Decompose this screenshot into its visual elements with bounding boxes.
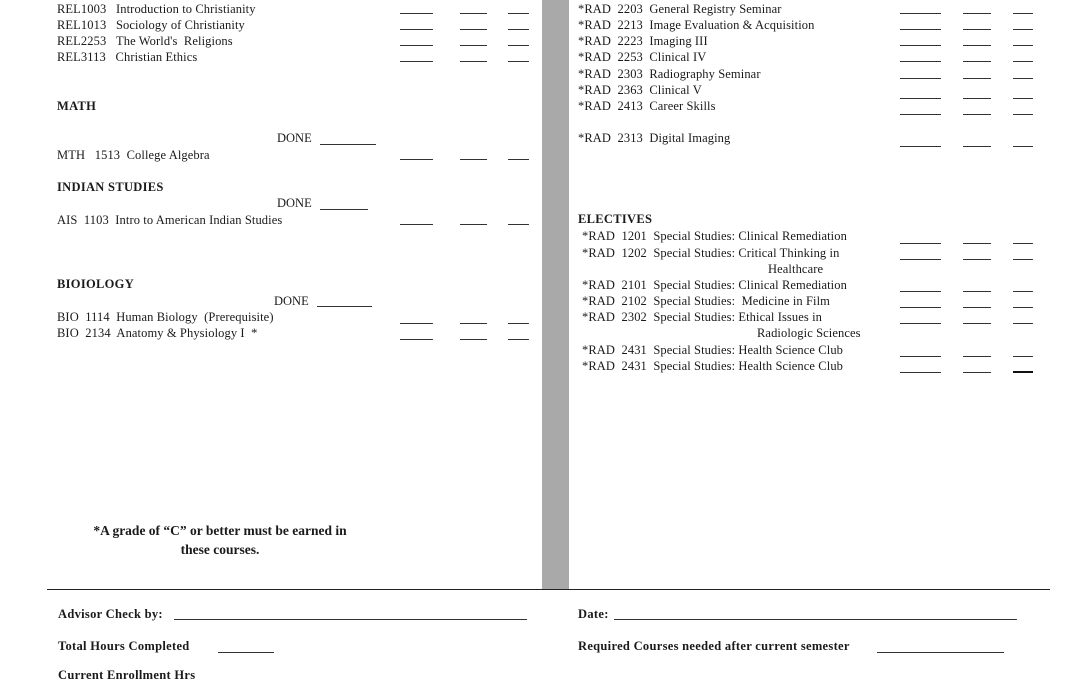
hours-blank[interactable] xyxy=(508,159,529,160)
grade-blank[interactable] xyxy=(900,259,941,260)
hours-blank[interactable] xyxy=(508,13,529,14)
course-title: The World's Religions xyxy=(116,34,233,48)
math-done-label: DONE xyxy=(277,131,312,145)
elective-rad2431-b: *RAD 2431 Special Studies: Health Science Club xyxy=(582,359,844,373)
course-rel3113 xyxy=(57,50,197,65)
semester-blank[interactable] xyxy=(963,259,991,260)
semester-blank[interactable] xyxy=(963,323,991,324)
grade-blank[interactable] xyxy=(900,13,941,14)
elective-rad1202-line2: Healthcare xyxy=(768,262,824,276)
course-code: REL1003 xyxy=(57,2,107,16)
course-rad2253: *RAD 2253 Clinical IV xyxy=(578,50,707,64)
hours-blank[interactable] xyxy=(1013,356,1033,357)
required-courses-field[interactable] xyxy=(877,652,1004,653)
grade-blank[interactable] xyxy=(900,372,941,373)
elective-rad2101: *RAD 2101 Special Studies: Clinical Remediation xyxy=(582,278,847,292)
semester-blank[interactable] xyxy=(460,339,487,340)
hours-blank[interactable] xyxy=(1013,61,1033,62)
grade-blank[interactable] xyxy=(900,61,941,62)
electives-heading: ELECTIVES xyxy=(578,212,653,226)
date-label: Date: xyxy=(578,607,609,621)
hours-blank[interactable] xyxy=(508,45,529,46)
course-bio2134: BIO 2134 Anatomy & Physiology I * xyxy=(57,326,258,340)
semester-blank[interactable] xyxy=(963,114,991,115)
indian-studies-done-blank[interactable] xyxy=(320,209,368,210)
total-hours-label: Total Hours Completed xyxy=(58,639,190,653)
column-divider xyxy=(542,0,569,590)
elective-rad1201: *RAD 1201 Special Studies: Clinical Remediation xyxy=(582,229,847,243)
grade-blank[interactable] xyxy=(900,291,941,292)
grade-blank[interactable] xyxy=(900,78,941,79)
course-title: Christian Ethics xyxy=(115,50,198,64)
grade-blank[interactable] xyxy=(900,307,941,308)
semester-blank[interactable] xyxy=(460,224,487,225)
biology-done-label: DONE xyxy=(274,294,309,308)
advisor-check-label: Advisor Check by: xyxy=(58,607,163,621)
elective-rad2431-a: *RAD 2431 Special Studies: Health Science Club xyxy=(582,343,844,357)
grade-blank[interactable] xyxy=(900,243,941,244)
hours-blank[interactable] xyxy=(1013,371,1033,373)
elective-rad2302: *RAD 2302 Special Studies: Ethical Issues in xyxy=(582,310,822,324)
course-rel1013 xyxy=(57,18,245,33)
grade-blank[interactable] xyxy=(900,45,941,46)
elective-rad2302-line2: Radiologic Sciences xyxy=(757,326,861,340)
course-code: REL1013 xyxy=(57,18,107,32)
grade-blank[interactable] xyxy=(400,61,433,62)
grade-blank[interactable] xyxy=(900,146,941,147)
hours-blank[interactable] xyxy=(1013,13,1033,14)
grade-blank[interactable] xyxy=(900,114,941,115)
semester-blank[interactable] xyxy=(963,98,991,99)
semester-blank[interactable] xyxy=(460,29,487,30)
hours-blank[interactable] xyxy=(1013,98,1033,99)
hours-blank[interactable] xyxy=(1013,146,1033,147)
grade-blank[interactable] xyxy=(400,159,433,160)
course-rad2303: *RAD 2303 Radiography Seminar xyxy=(578,67,761,81)
indian-studies-heading: INDIAN STUDIES xyxy=(57,180,164,194)
note-line-2: these courses. xyxy=(180,542,260,557)
hours-blank[interactable] xyxy=(1013,323,1033,324)
semester-blank[interactable] xyxy=(460,61,487,62)
course-ais1103: AIS 1103 Intro to American Indian Studies xyxy=(57,213,283,227)
grade-blank[interactable] xyxy=(400,339,433,340)
semester-blank[interactable] xyxy=(963,243,991,244)
course-rad2313: *RAD 2313 Digital Imaging xyxy=(578,131,731,145)
grade-blank[interactable] xyxy=(400,224,433,225)
semester-blank[interactable] xyxy=(460,159,487,160)
hours-blank[interactable] xyxy=(508,323,529,324)
elective-rad1202: *RAD 1202 Special Studies: Critical Thinking in xyxy=(582,246,840,260)
hours-blank[interactable] xyxy=(1013,114,1033,115)
grade-blank[interactable] xyxy=(400,45,433,46)
advisor-check-field[interactable] xyxy=(174,619,527,620)
grade-blank[interactable] xyxy=(900,98,941,99)
course-rel1003 xyxy=(57,2,256,17)
semester-blank[interactable] xyxy=(460,13,487,14)
grade-blank[interactable] xyxy=(400,13,433,14)
semester-blank[interactable] xyxy=(963,78,991,79)
semester-blank[interactable] xyxy=(963,356,991,357)
grade-blank[interactable] xyxy=(900,356,941,357)
grade-requirement-note xyxy=(60,521,380,559)
total-hours-field[interactable] xyxy=(218,652,274,653)
course-code: REL2253 xyxy=(57,34,107,48)
grade-blank[interactable] xyxy=(400,323,433,324)
semester-blank[interactable] xyxy=(963,291,991,292)
course-mth1513: MTH 1513 College Algebra xyxy=(57,148,210,162)
hours-blank[interactable] xyxy=(508,339,529,340)
course-rad2213: *RAD 2213 Image Evaluation & Acquisition xyxy=(578,18,815,32)
math-done-blank[interactable] xyxy=(320,144,376,145)
course-title: Introduction to Christianity xyxy=(116,2,256,16)
semester-blank[interactable] xyxy=(963,146,991,147)
semester-blank[interactable] xyxy=(963,45,991,46)
semester-blank[interactable] xyxy=(460,45,487,46)
hours-blank[interactable] xyxy=(508,61,529,62)
hours-blank[interactable] xyxy=(1013,78,1033,79)
hours-blank[interactable] xyxy=(1013,259,1033,260)
semester-blank[interactable] xyxy=(963,61,991,62)
course-bio1114: BIO 1114 Human Biology (Prerequisite) xyxy=(57,310,274,324)
hours-blank[interactable] xyxy=(1013,29,1033,30)
note-line-1: *A grade of “C” or better must be earned in xyxy=(93,523,347,538)
indian-studies-done-label: DONE xyxy=(277,196,312,210)
math-heading: MATH xyxy=(57,99,97,113)
hours-blank[interactable] xyxy=(1013,45,1033,46)
semester-blank[interactable] xyxy=(963,29,991,30)
course-title: Sociology of Christianity xyxy=(116,18,245,32)
course-rad2413: *RAD 2413 Career Skills xyxy=(578,99,716,113)
semester-blank[interactable] xyxy=(460,323,487,324)
hours-blank[interactable] xyxy=(1013,243,1033,244)
semester-blank[interactable] xyxy=(963,13,991,14)
grade-blank[interactable] xyxy=(900,323,941,324)
hours-blank[interactable] xyxy=(1013,291,1033,292)
date-field[interactable] xyxy=(614,619,1017,620)
footer-rule xyxy=(47,589,1050,590)
required-courses-label: Required Courses needed after current semester xyxy=(578,639,850,653)
course-rad2223: *RAD 2223 Imaging III xyxy=(578,34,708,48)
course-rad2203: *RAD 2203 General Registry Seminar xyxy=(578,2,782,16)
semester-blank[interactable] xyxy=(963,307,991,308)
biology-heading: BIOIOLOGY xyxy=(57,277,135,291)
hours-blank[interactable] xyxy=(508,29,529,30)
hours-blank[interactable] xyxy=(1013,307,1033,308)
course-code: REL3113 xyxy=(57,50,106,64)
semester-blank[interactable] xyxy=(963,372,991,373)
hours-blank[interactable] xyxy=(508,224,529,225)
grade-blank[interactable] xyxy=(900,29,941,30)
elective-rad2102: *RAD 2102 Special Studies: Medicine in Film xyxy=(582,294,830,308)
course-rad2363: *RAD 2363 Clinical V xyxy=(578,83,702,97)
current-enrollment-label: Current Enrollment Hrs xyxy=(58,668,196,682)
biology-done-blank[interactable] xyxy=(317,306,372,307)
course-rel2253 xyxy=(57,34,233,49)
grade-blank[interactable] xyxy=(400,29,433,30)
